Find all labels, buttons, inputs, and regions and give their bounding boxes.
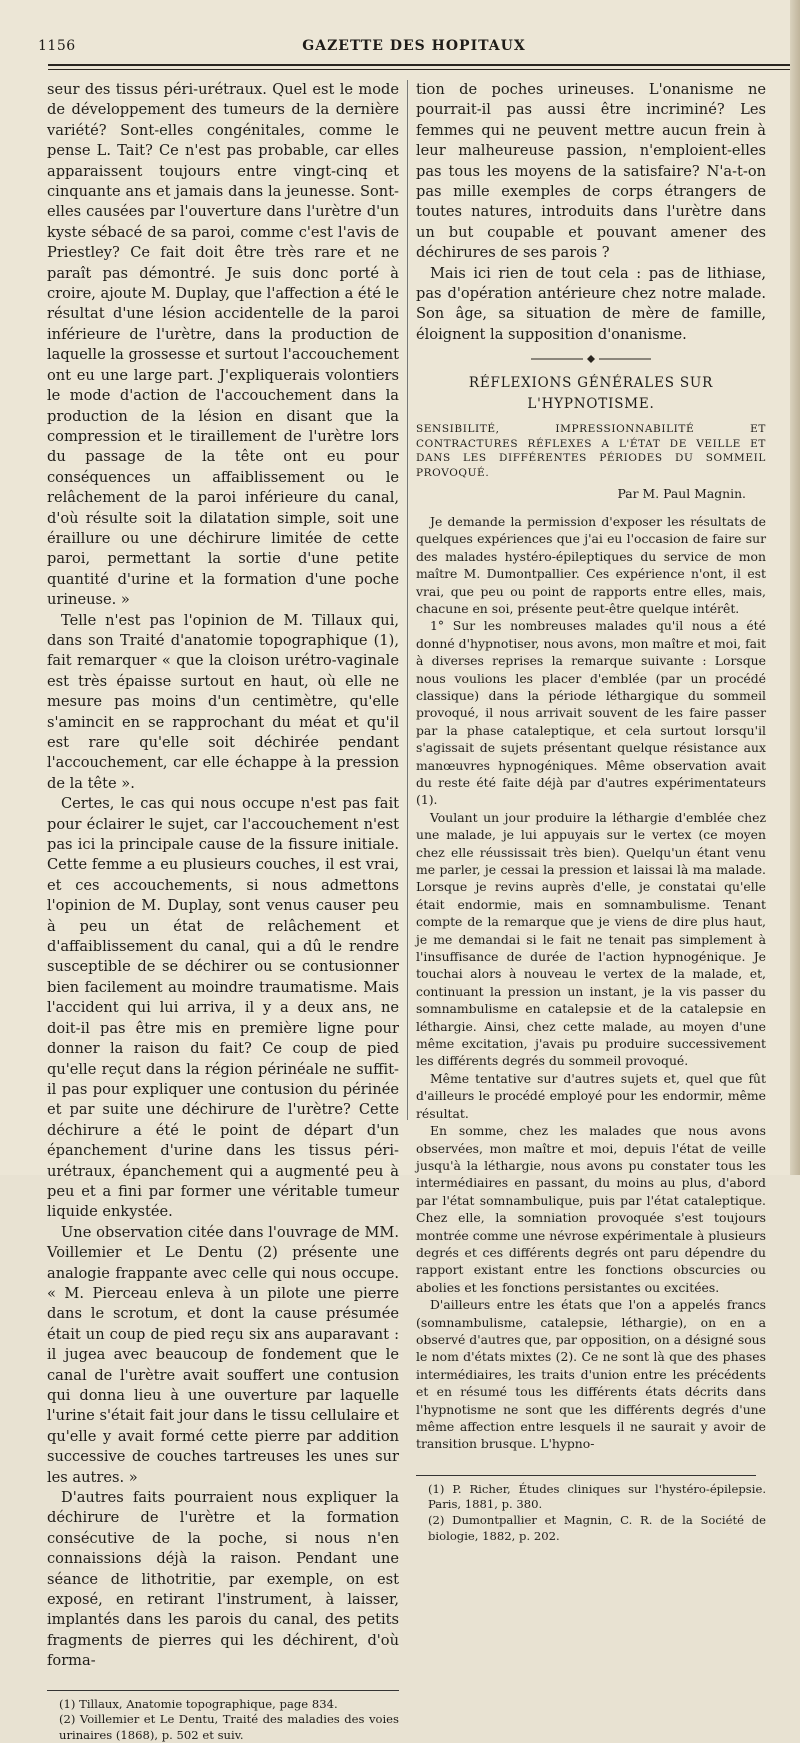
paragraph: Même tentative sur d'autres sujets et, quel que fût d'ailleurs le procédé employé pour les endormir, même résultat. — [416, 1070, 766, 1121]
paragraph: tion de poches urineuses. L'onanisme ne pourrait-il pas aussi être incriminé? Les femmes qui ne peuvent mettre aucun frein à leur malheureuse passion, n'emploient-elles pas tous les moyens de la satisfaire? N'a-t-on pas mille exemples de corps étrangers de toutes natures, introduits dans l'urètre dans un but coupable et pouvant amener des déchirures de ses parois ? — [416, 81, 766, 262]
footnote-rule — [416, 1475, 756, 1476]
paragraph: Une observation citée dans l'ouvrage de MM. Voillemier et Le Dentu (2) présente une analogie frappante avec celle qui nous occupe. « M. Pierceau enleva à un pilote une pierre dans le scrotum, et dont la cause présumée était un coup de pied reçu six ans auparavant : il jugea avec beaucoup de fondement que le canal de l'urètre avait souffert une contusion qui donna lieu à une ouverture par laquelle l'urine s'était fait jour dans le tissu cellulaire et qu'elle y avait formé cette pierre par addition successive de couches tartreuses les unes sur les autres. » — [47, 1223, 399, 1486]
footnote: (2) Voillemier et Le Dentu, Traité des maladies des voies urinaires (1868), p. 502 et suiv. — [59, 1712, 399, 1742]
paragraph: Je demande la permission d'exposer les résultats de quelques expériences que j'ai eu l'occasion de faire sur des malades hystéro-épileptiques du service de mon maître M. Dumontpallier. Ces expérience n'ont, il est vrai, que peu ou point de rapports entre elles, mais, chacune en soi, présente peut-être quelque intérêt. — [416, 513, 766, 616]
footnote-rule — [47, 1690, 399, 1691]
column-divider — [407, 80, 408, 1120]
page-number: 1156 — [38, 38, 76, 54]
footnote: (2) Dumontpallier et Magnin, C. R. de la Société de biologie, 1882, p. 202. — [428, 1513, 766, 1543]
paragraph: En somme, chez les malades que nous avons observées, mon maître et moi, depuis l'état de veille jusqu'à la léthargie, nous avons pu constater tous les intermédiaires en passant, du moins au plus, d'abord par l'état somnambulique, puis par l'état cataleptique. Chez elle, la somniation provoquée s'est toujours montrée comme une névrose expérimentale à plusieurs degrés et ces différents degrés ont paru dépendre du rapport existant entre les fonctions obscurcies ou abolies et les fonctions persistantes ou excitées. — [416, 1123, 766, 1295]
header-rule-thin — [48, 69, 790, 70]
paragraph: Telle n'est pas l'opinion de M. Tillaux qui, dans son Traité d'anatomie topographique (1), fait remarquer « que la cloison urétro-vaginale est très épaisse surtout en haut, où elle ne mesure pas moins d'un centimètre, qu'elle s'amincit en se rapprochant du méat et qu'il est rare qu'elle soit déchirée pendant l'accouchement, car elle échappe à la pression de la tête ». — [47, 611, 399, 792]
paragraph: D'autres faits pourraient nous expliquer la déchirure de l'urètre et la formation consécutive de la poche, si nous n'en connaissions déjà la raison. Pendant une séance de lithotritie, par exemple, on est exposé, en retirant l'instrument, à laisser, implantés dans les parois du canal, des petits fragments de pierres qui les déchirent, d'où forma- — [47, 1489, 399, 1670]
page-header — [38, 38, 790, 58]
page-edge-shadow — [790, 0, 800, 1175]
header-rule — [48, 64, 790, 66]
left-column — [47, 80, 400, 1742]
journal-title: GAZETTE DES HOPITAUX — [302, 38, 526, 54]
section-title: RÉFLEXIONS GÉNÉRALES SUR L'HYPNOTISME. — [468, 375, 714, 412]
footnote: (1) P. Richer, Études cliniques sur l'hystéro-épilepsie. Paris, 1881, p. 380. — [428, 1481, 766, 1512]
author-line: Par M. Paul Magnin. — [617, 486, 746, 502]
article-body — [416, 513, 766, 1453]
paragraph: Certes, le cas qui nous occupe n'est pas fait pour éclairer le sujet, car l'accouchement n'est pas ici la principale cause de la fissure initiale. Cette femme a eu plusieurs couches, il est vrai, et ces accouchements, si nous admettons l'opinion de M. Duplay, sont venus causer peu à peu un état de relâchement et d'affaiblissement du canal, qui a dû le rendre susceptible de se déchirer ou se contusionner bien facilement au moindre traumatisme. Mais l'accident qui lui arriva, il y a deux ans, ne doit-il pas être mis en première ligne pour donner la raison du fait? Ce coup de pied qu'elle reçut dans la région périnéale ne suffit-il pas pour expliquer une contusion du périnée et par suite une déchirure de l'urètre? Cette déchirure a été le point de départ d'un épanchement d'urine dans les tissus péri-urétraux, épanchement qui a augmenté peu à peu et a fini par former une véritable tumeur liquide enkystée. — [47, 795, 399, 1221]
footnote: (1) Tillaux, Anatomie topographique, page 834. — [59, 1696, 338, 1711]
section-separator-ornament — [531, 355, 651, 363]
paragraph: Mais ici rien de tout cela : pas de lithiase, pas d'opération antérieure chez notre malade. Son âge, sa situation de mère de famille, éloignent la supposition d'onanisme. — [416, 264, 766, 343]
paragraph: seur des tissus péri-urétraux. Quel est le mode de développement des tumeurs de la dernière variété? Sont-elles congénitales, comme le pense L. Tait? Ce n'est pas probable, car elles apparaissent toujours entre vingt-cinq et cinquante ans et jamais dans la jeunesse. Sont-elles causées par l'ouverture dans l'urètre d'un kyste sébacé de sa paroi, comme c'est l'avis de Priestley? Ce fait doit être très rare et ne paraît pas démontré. Je suis donc porté à croire, ajoute M. Duplay, que l'affection a été le résultat d'une lésion accidentelle de la paroi inférieure de l'urètre, dans la production de laquelle la grossesse et surtout l'accouchement ont eu une large part. J'expliquerais volontiers le mode d'action de l'accouchement dans la production de la lésion en disant que la compression et le tiraillement de l'urètre lors du passage de la tête ont eu pour conséquences un affaiblissement ou le relâchement de la paroi inférieure du canal, d'où résulte soit la dilatation simple, soit une éraillure ou une déchirure limitée de cette paroi, permettant la sortie d'une petite quantité d'urine et la formation d'une poche urineuse. » — [47, 81, 400, 609]
right-column — [416, 80, 766, 1543]
section-subtitle: SENSIBILITÉ, IMPRESSIONNABILITÉ ET CONTRACTURES RÉFLEXES A L'ÉTAT DE VEILLE ET DANS LES DIFFÉRENTES PÉRIODES DU SOMMEIL PROVOQUÉ. — [416, 423, 766, 479]
paragraph: 1° Sur les nombreuses malades qu'il nous a été donné d'hypnotiser, nous avons, mon maître et moi, fait à diverses reprises la remarque suivante : Lorsque nous voulions les placer d'emblée (par un procédé classique) dans la période léthargique du sommeil provoqué, il nous arrivait souvent de les faire passer par la phase cataleptique, et cela surtout lorsqu'il s'agissait de sujets présentant quelque résistance aux manœuvres hypnogéniques. Même observation avait du reste été faite déjà par d'autres expérimentateurs (1). — [416, 618, 766, 808]
paragraph: Voulant un jour produire la léthargie d'emblée chez une malade, je lui appuyais sur le vertex (ce moyen chez elle réussissait très bien). Quelqu'un étant venu me parler, je cessai la pression et laissai là ma malade. Lorsque je revins auprès d'elle, je constatai qu'elle était endormie, mais en somnambulisme. Tenant compte de la remarque que je viens de dire plus haut, je me demandai si le fait ne tenait pas simplement à l'insuffisance de durée de l'action hypnogénique. Je touchai alors à nouveau le vertex de la malade, et, continuant la pression un instant, je la vis passer du somnambulisme en catalepsie et de la catalepsie en léthargie. Ainsi, chez cette malade, au moyen d'une même excitation, j'avais pu produire successivement les différents degrés du sommeil provoqué. — [416, 809, 766, 1069]
paragraph: D'ailleurs entre les états que l'on a appelés francs (somnambulisme, catalepsie, léthargie), on en a observé d'autres que, par opposition, on a désigné sous le nom d'états mixtes (2). Ce ne sont là que des phases intermédiaires, les traits d'union entre les précédents et en résumé tous les différents états décrits dans l'hypnotisme ne sont que les différents degrés d'une même affection entre lesquels il ne saurait y avoir de transition brusque. L'hypno- — [416, 1297, 766, 1452]
